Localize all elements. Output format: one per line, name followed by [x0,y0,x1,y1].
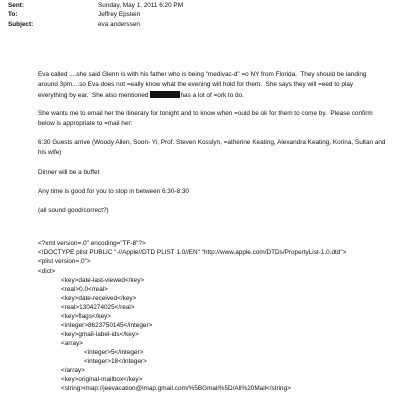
body-p1-line3b: has a lot of =ork to do. [180,92,244,99]
xml-line-05: <key>date-last-viewed</key> [61,277,145,284]
redaction-bar [150,91,180,98]
xml-line-08: <real>1304274025</real> [61,304,135,311]
body-p1-line3 [38,91,244,100]
body-p1-line3a: everything by ear. She also mentioned [38,92,149,99]
xml-line-09: <key>flags</key> [61,313,112,320]
xml-line-16: <key>original-mailbox</key> [61,376,143,383]
xml-line-15: </array> [61,367,85,374]
body-p3-line2: his wife) [38,149,62,156]
to-value: Jeffrey Epstein [98,11,141,18]
xml-line-17: <string>imap://jeevacation@imap.gmail.com/%5BGmail%5D/All%20Mail</string> [61,385,291,392]
body-p2-line2: below is appropriate to =mail her: [38,120,133,127]
xml-line-04: <dict> [38,268,56,275]
body-p3-line1: 6:30 Guests arrive (Woody Allen, Soon- Yi, Prof. Steven Kosslyn, =atherine Keating, Alexandra Keating, Korina, Sultan and [38,139,386,146]
subject-value: eva anderssen [98,21,140,28]
to-label: To: [8,11,18,18]
xml-line-01: <?xml version=.0" encoding="TF-8"?> [38,240,146,247]
sent-value: Sunday, May 1, 2011 6:20 PM [98,2,184,9]
xml-line-06: <real>0.0</real> [61,286,108,293]
sent-label: Sent: [8,2,24,9]
xml-line-03: <plist version=.0"> [38,258,91,265]
subject-label: Subject: [8,21,34,28]
body-p1-line2: around 3pm....so Eva does not =eally know what the evening will hold for them. She says they will =eed to play [38,81,354,88]
xml-line-02: <!DOCTYPE plist PUBLIC "-//Apple//DTD PLIST 1.0//EN" "http://www.apple.com/DTDs/PropertyList-1.0.dtd"> [38,249,347,256]
xml-line-13: <integer>5</integer> [84,349,144,356]
xml-line-14: <integer>18</integer> [84,358,147,365]
body-p4: Dinner will be a buffet [38,169,100,176]
xml-line-12: <array> [61,340,84,347]
body-p6: (all sound good/correct?) [38,207,109,214]
xml-line-10: <integer>8623750145</integer> [61,322,153,329]
xml-line-07: <key>date-received</key> [61,295,137,302]
body-p2-line1: She wants me to email her the itinerary for tonight and to know when =ould be ok for them to come by. Please confirm [38,110,373,117]
body-p5: Any time is good for you to stop in between 6:30-8:30 [38,188,189,195]
xml-line-11: <key>gmail-label-ids</key> [61,331,139,338]
body-p1-line1: Eva called ....she said Glenn is with his father who is being "medivac-d" =o NY from Florida. They should be landing [38,71,367,78]
